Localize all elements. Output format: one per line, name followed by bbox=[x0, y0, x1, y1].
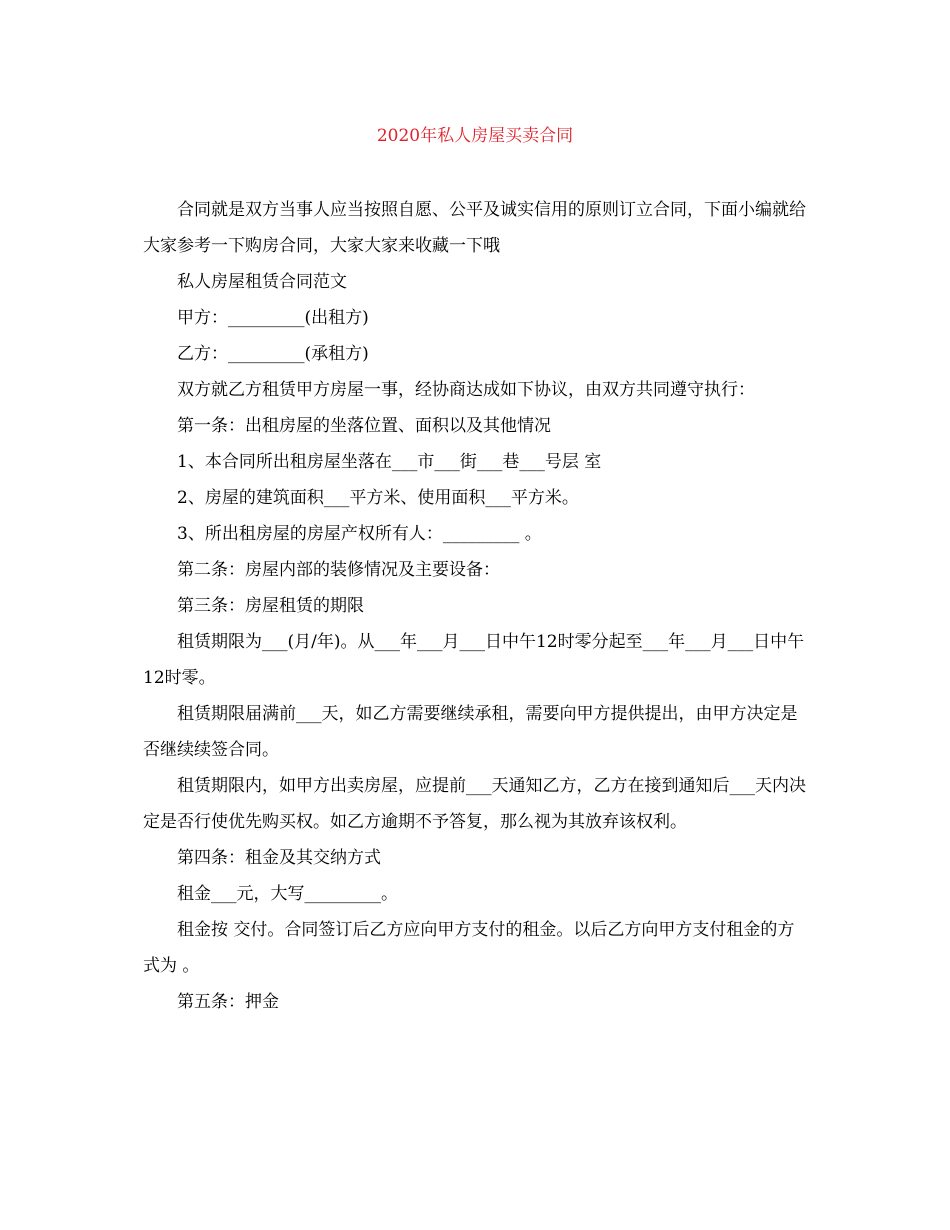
article-five-heading: 第五条：押金 bbox=[177, 992, 279, 1012]
article-four-heading: 第四条：租金及其交纳方式 bbox=[177, 848, 381, 868]
intro-paragraph: 合同就是双方当事人应当按照自愿、公平及诚实信用的原则订立合同，下面小编就给大家参考一下购房合同，大家大家来收藏一下哦 bbox=[143, 200, 806, 256]
clause-area: 2、房屋的建筑面积___平方米、使用面积___平方米。 bbox=[177, 488, 579, 508]
article-three-heading: 第三条：房屋租赁的期限 bbox=[177, 596, 364, 616]
lease-term-paragraph: 租赁期限为___(月/年)。从___年___月___日中午12时零分起至___年___月___日中午12时零。 bbox=[143, 632, 805, 688]
lease-renewal-paragraph: 租赁期限届满前___天，如乙方需要继续承租，需要向甲方提供提出，由甲方决定是否继续续签合同。 bbox=[143, 704, 798, 760]
contract-heading: 私人房屋租赁合同范文 bbox=[177, 272, 347, 292]
agreement-paragraph: 双方就乙方租赁甲方房屋一事，经协商达成如下协议，由双方共同遵守执行： bbox=[177, 380, 755, 400]
document-title: 2020年私人房屋买卖合同 bbox=[376, 126, 574, 146]
party-a-line: 甲方：_________(出租方) bbox=[177, 308, 369, 328]
party-b-line: 乙方：_________(承租方) bbox=[177, 344, 369, 364]
rent-payment-paragraph: 租金按 交付。合同签订后乙方应向甲方支付的租金。以后乙方向甲方支付租金的方式为 。 bbox=[143, 920, 795, 976]
clause-owner: 3、所出租房屋的房屋产权所有人：_________ 。 bbox=[177, 524, 542, 544]
clause-location: 1、本合同所出租房屋坐落在___市___街___巷___号层 室 bbox=[177, 452, 602, 472]
article-one-heading: 第一条：出租房屋的坐落位置、面积以及其他情况 bbox=[177, 416, 551, 436]
rent-amount-line: 租金___元，大写_________。 bbox=[177, 884, 398, 904]
article-two-heading: 第二条：房屋内部的装修情况及主要设备： bbox=[177, 560, 500, 580]
document-body bbox=[143, 192, 807, 1020]
priority-purchase-paragraph: 租赁期限内，如甲方出卖房屋，应提前___天通知乙方，乙方在接到通知后___天内决定是否行使优先购买权。如乙方逾期不予答复，那么视为其放弃该权利。 bbox=[143, 776, 806, 832]
